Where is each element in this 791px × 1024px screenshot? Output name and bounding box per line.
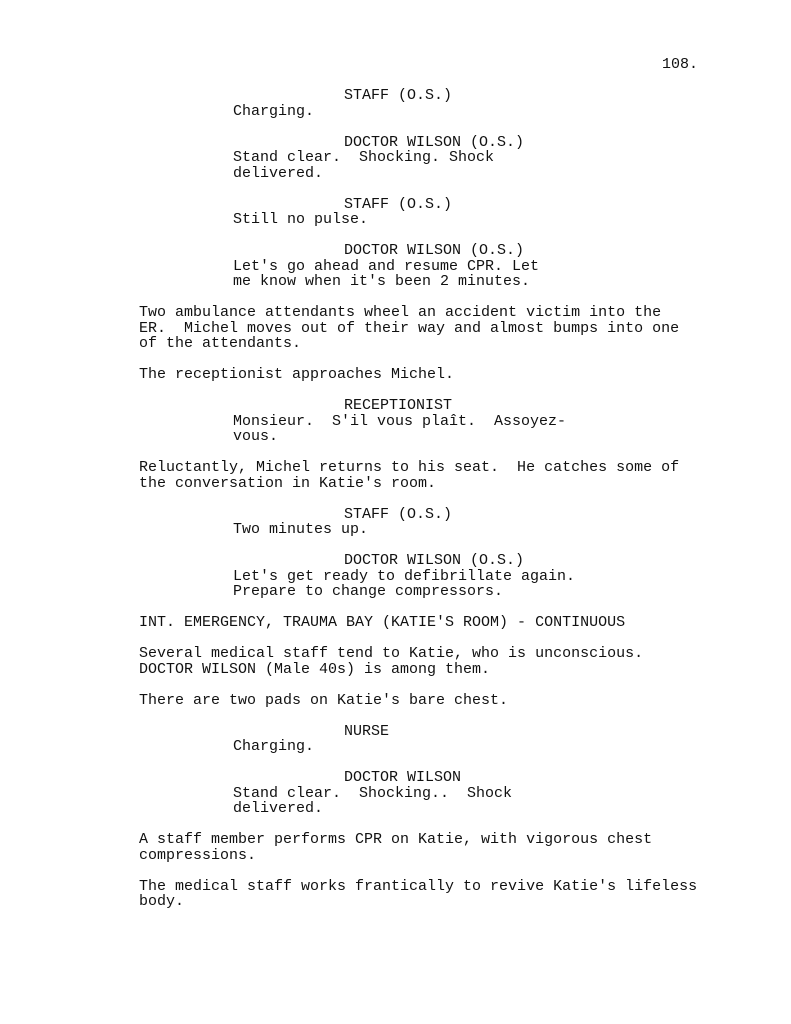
character-cue: RECEPTIONIST — [344, 397, 453, 414]
character-cue: STAFF (O.S.) — [344, 87, 453, 104]
action-paragraph: The receptionist approaches Michel. — [139, 366, 455, 383]
character-cue: DOCTOR WILSON (O.S.) — [344, 242, 525, 259]
line-gap — [0, 755, 791, 771]
line-gap — [0, 863, 791, 879]
character-cue: DOCTOR WILSON — [344, 769, 462, 786]
line-gap — [0, 290, 791, 306]
action-paragraph: The medical staff works frantically to revive Katie's lifeless body. — [139, 877, 698, 910]
character-cue: STAFF (O.S.) — [344, 505, 453, 523]
character-cue: DOCTOR WILSON (O.S.) — [344, 552, 525, 569]
action-paragraph: Reluctantly, Michel returns to his seat. He catches some of the conversation in Katie's room. — [139, 459, 680, 492]
line-gap — [0, 538, 791, 554]
dialogue-text: Stand clear. Shocking. Shock delivered. — [233, 149, 495, 182]
line-gap — [0, 677, 791, 693]
page-number: 108. — [662, 56, 699, 73]
dialogue-text: Two minutes up. — [233, 521, 369, 538]
line-gap — [0, 600, 791, 616]
character-cue: NURSE — [344, 722, 390, 740]
line-gap — [0, 181, 791, 197]
line-gap — [0, 352, 791, 368]
dialogue-text: Let's go ahead and resume CPR. Let me know when it's been 2 minutes. — [233, 257, 540, 290]
line-gap — [0, 228, 791, 244]
line-gap — [0, 631, 791, 647]
action-paragraph: Two ambulance attendants wheel an accident victim into the ER. Michel moves out of their way and almost bumps into one of the attendants. — [139, 304, 680, 352]
line-gap — [0, 708, 791, 724]
action-paragraph: A staff member performs CPR on Katie, with vigorous chest compressions. — [139, 831, 653, 864]
line-gap — [0, 491, 791, 507]
line-gap — [0, 445, 791, 461]
line-gap — [0, 383, 791, 399]
character-cue: STAFF (O.S.) — [344, 195, 453, 213]
dialogue-text: Still no pulse. — [233, 211, 369, 228]
dialogue-text: Monsieur. S'il vous plaît. Assoyez- vous. — [233, 412, 567, 445]
action-paragraph: Several medical staff tend to Katie, who is unconscious. DOCTOR WILSON (Male 40s) is among them. — [139, 645, 644, 678]
dialogue-text: Charging. — [233, 102, 315, 120]
scene-heading: INT. EMERGENCY, TRAUMA BAY (KATIE'S ROOM) - CONTINUOUS — [139, 614, 626, 631]
line-gap — [0, 119, 791, 135]
dialogue-text: Stand clear. Shocking.. Shock delivered. — [233, 784, 513, 817]
action-paragraph: There are two pads on Katie's bare chest. — [139, 691, 509, 709]
line-gap — [0, 817, 791, 833]
dialogue-text: Let's get ready to defibrillate again. Prepare to change compressors. — [233, 567, 576, 600]
dialogue-text: Charging. — [233, 738, 315, 755]
script-body — [0, 88, 791, 910]
character-cue: DOCTOR WILSON (O.S.) — [344, 133, 525, 151]
